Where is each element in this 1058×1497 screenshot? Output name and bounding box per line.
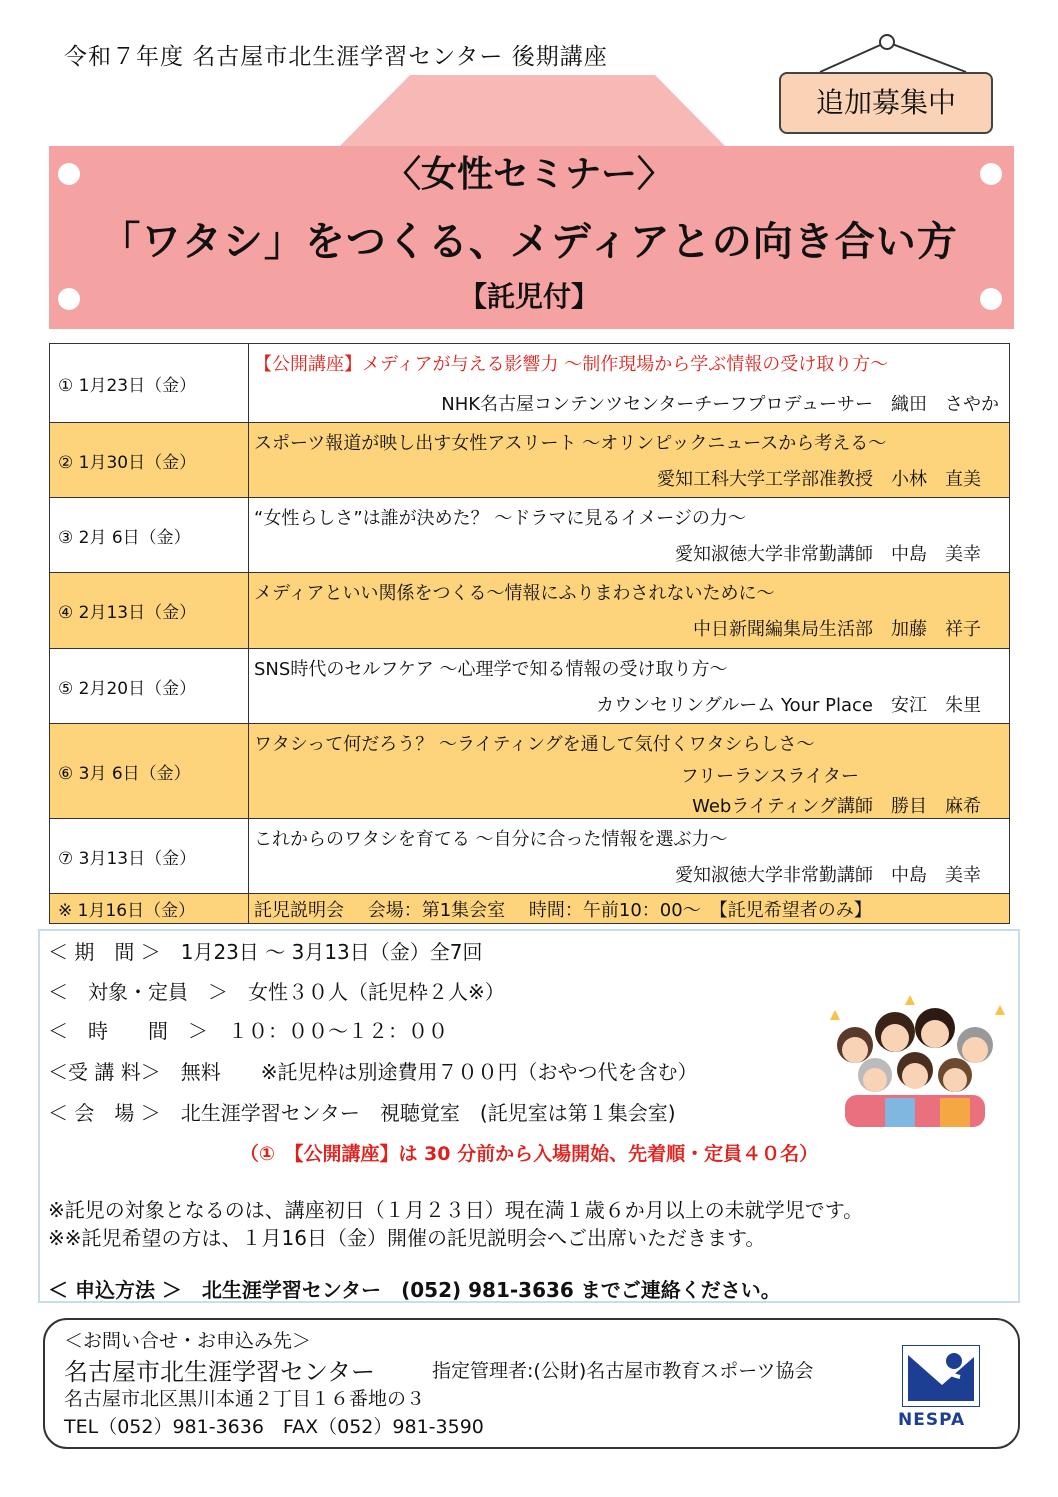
table-row [50,724,1010,819]
lecture-speaker: NHK名古屋コンテンツセンターチーフプロデューサー 織田 さやか [441,394,999,415]
lecture-title: SNS時代のセルフケア ～心理学で知る情報の受け取り方～ [254,659,728,680]
lecture-cell [249,819,1010,894]
table-row [50,894,1010,924]
contact-heading: ＜お問い合せ・お申込み先＞ [64,1330,312,1352]
lecture-speaker: フリーランスライター [680,766,859,787]
info-fee: ＜受 講 料＞ 無料 ※託児枠は別途費用７００円（おやつ代を含む） [48,1060,698,1084]
lecture-date: ① 1月23日（金） [50,344,249,423]
contact-address: 名古屋市北区黒川本通２丁目１６番地の３ [64,1388,426,1410]
banner-childcare-tag: 【託児付】 [458,280,599,313]
lecture-speaker: 中日新聞編集局生活部 加藤 祥子 [693,619,981,640]
additional-recruitment-sign: 追加募集中 [779,72,993,134]
lecture-date: ③ 2月 6日（金） [50,498,249,573]
info-note-2: ※※託児希望の方は、１月16日（金）開催の託児説明会へご出席いただきます。 [48,1226,766,1250]
briefing-cell [249,894,1010,924]
lecture-title: “女性らしさ”は誰が決めた？ ～ドラマに見るイメージの力～ [254,508,746,529]
lecture-speaker: カウンセリングルーム Your Place 安江 朱里 [596,695,981,716]
lecture-cell [249,573,1010,649]
page-header-title: 令和７年度 名古屋市北生涯学習センター 後期講座 [64,44,608,70]
briefing-date: ※ 1月16日（金） [50,894,249,924]
lecture-cell [249,423,1010,498]
lecture-cell [249,498,1010,573]
banner-category: 〈女性セミナー〉 [384,154,673,195]
lecture-speaker-title: Webライティング講師 勝目 麻希 [692,796,981,817]
info-period: ＜ 期 間 ＞ 1月23日 ～ 3月13日（金）全7回 [48,940,483,964]
nespa-logo-text: NESPA [898,1410,966,1430]
contact-center-name: 名古屋市北生涯学習センター [64,1358,376,1386]
cheering-women-illustration [815,990,1015,1130]
lecture-date: ⑦ 3月13日（金） [50,819,249,894]
lecture-cell [249,344,1010,423]
lecture-cell [249,649,1010,724]
lecture-title: これからのワタシを育てる ～自分に合った情報を選ぶ力～ [254,829,728,850]
info-venue: ＜ 会 場 ＞ 北生涯学習センター 視聴覚室 (託児室は第１集会室) [48,1101,676,1125]
lecture-date: ⑤ 2月20日（金） [50,649,249,724]
lecture-cell [249,724,1010,819]
lecture-title: 【公開講座】メディアが与える影響力 ～制作現場から学ぶ情報の受け取り方～ [254,354,889,375]
info-open-note: （① 【公開講座】は 30 分前から入場開始、先着順・定員４０名） [239,1143,819,1165]
info-note-1: ※託児の対象となるのは、講座初日（１月２３日）現在満１歳６か月以上の未就学児です。 [48,1198,864,1222]
briefing-details: 託児説明会 会場：第1集会室 時間：午前10：00～ 【託児希望者のみ】 [254,900,872,921]
table-row [50,819,1010,894]
nespa-logo-icon [902,1345,980,1407]
lecture-speaker: 愛知淑徳大学非常勤講師 中島 美幸 [675,544,981,565]
lecture-speaker: 愛知淑徳大学非常勤講師 中島 美幸 [675,865,981,886]
info-target: ＜ 対象・定員 ＞ 女性３０人（託児枠２人※） [48,980,505,1004]
lecture-date: ② 1月30日（金） [50,423,249,498]
table-row [50,573,1010,649]
table-row [50,344,1010,423]
contact-phone: TEL（052）981-3636 FAX（052）981-3590 [64,1416,484,1438]
lecture-date: ⑥ 3月 6日（金） [50,724,249,819]
table-row [50,498,1010,573]
info-time: ＜ 時 間 ＞ １０：００～１２：００ [48,1019,448,1043]
lecture-speaker: 愛知工科大学工学部准教授 小林 直美 [657,469,981,490]
contact-manager: 指定管理者:(公財)名古屋市教育スポーツ協会 [432,1360,814,1382]
lecture-schedule-table [49,343,1010,924]
lecture-title: メディアといい関係をつくる～情報にふりまわされないために～ [254,583,775,604]
table-row [50,649,1010,724]
lecture-title: ワタシって何だろう？ ～ライティングを通して気付くワタシらしさ～ [254,734,815,755]
lecture-title: スポーツ報道が映し出す女性アスリート ～オリンピックニュースから考える～ [254,433,887,454]
banner-title: 「ワタシ」をつくる、メディアとの向き合い方 [100,219,958,265]
info-apply: ＜ 申込方法 ＞ 北生涯学習センター (052) 981-3636 までご連絡ください。 [48,1278,781,1302]
table-row [50,423,1010,498]
lecture-date: ④ 2月13日（金） [50,573,249,649]
